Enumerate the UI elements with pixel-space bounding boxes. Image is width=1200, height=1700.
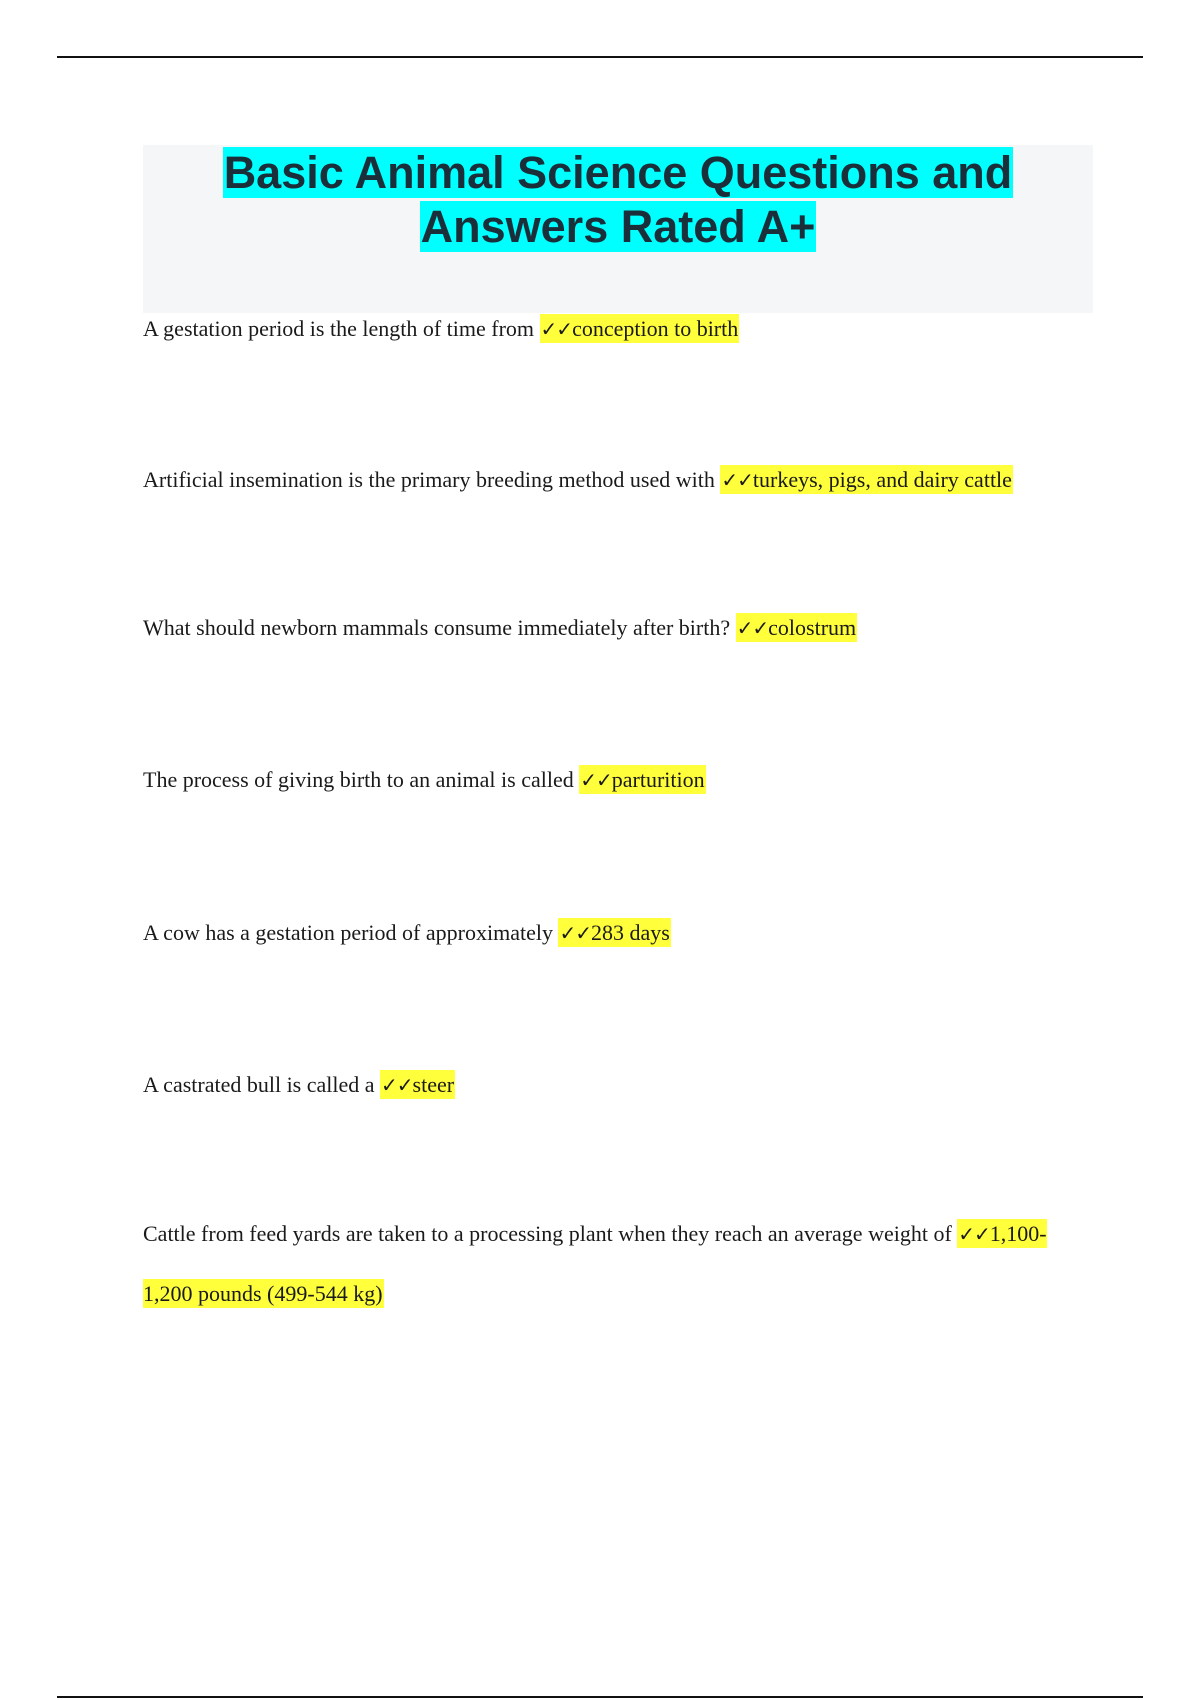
answer-highlight bbox=[558, 918, 670, 947]
answer-highlight bbox=[720, 465, 1013, 494]
answer-text: conception to birth bbox=[572, 316, 739, 341]
question-text: A cow has a gestation period of approximately bbox=[143, 920, 553, 945]
qa-item bbox=[143, 1204, 1093, 1324]
qa-item bbox=[143, 299, 1093, 359]
double-check-icon: ✓✓ bbox=[540, 317, 573, 341]
qa-item bbox=[143, 750, 1093, 810]
double-check-icon: ✓✓ bbox=[559, 921, 591, 945]
answer-text: parturition bbox=[611, 767, 705, 792]
title-line-1: Basic Animal Science Questions and bbox=[223, 147, 1013, 198]
document-body bbox=[143, 145, 1093, 1324]
question-text: Cattle from feed yards are taken to a processing plant when they reach an average weight of bbox=[143, 1221, 952, 1246]
qa-item bbox=[143, 903, 1093, 963]
title-block bbox=[143, 145, 1093, 313]
double-check-icon: ✓✓ bbox=[580, 768, 612, 792]
answer-highlight bbox=[540, 314, 740, 343]
question-text: A castrated bull is called a bbox=[143, 1072, 375, 1097]
question-text: Artificial insemination is the primary breeding method used with bbox=[143, 467, 715, 492]
double-check-icon: ✓✓ bbox=[736, 616, 769, 640]
answer-highlight bbox=[579, 765, 705, 794]
double-check-icon: ✓✓ bbox=[381, 1073, 413, 1097]
double-check-icon: ✓✓ bbox=[958, 1222, 990, 1246]
answer-text: steer bbox=[412, 1072, 455, 1097]
answer-text: colostrum bbox=[768, 615, 857, 640]
question-text: What should newborn mammals consume immediately after birth? bbox=[143, 615, 731, 640]
answer-text: 283 days bbox=[590, 920, 670, 945]
qa-item bbox=[143, 450, 1093, 510]
title-line-2: Answers Rated A+ bbox=[420, 201, 816, 252]
document-title bbox=[143, 146, 1093, 254]
question-text: The process of giving birth to an animal is called bbox=[143, 767, 574, 792]
double-check-icon: ✓✓ bbox=[721, 468, 753, 492]
bottom-divider bbox=[57, 1696, 1143, 1698]
answer-highlight bbox=[380, 1070, 455, 1099]
answer-text: turkeys, pigs, and dairy cattle bbox=[752, 467, 1012, 492]
qa-item bbox=[143, 598, 1093, 658]
answer-text: 1,100-1,200 pounds (499-544 kg) bbox=[143, 1221, 1047, 1306]
question-text: A gestation period is the length of time from bbox=[143, 316, 535, 341]
answer-highlight bbox=[736, 613, 858, 642]
top-divider bbox=[57, 56, 1143, 58]
qa-item bbox=[143, 1055, 1093, 1115]
